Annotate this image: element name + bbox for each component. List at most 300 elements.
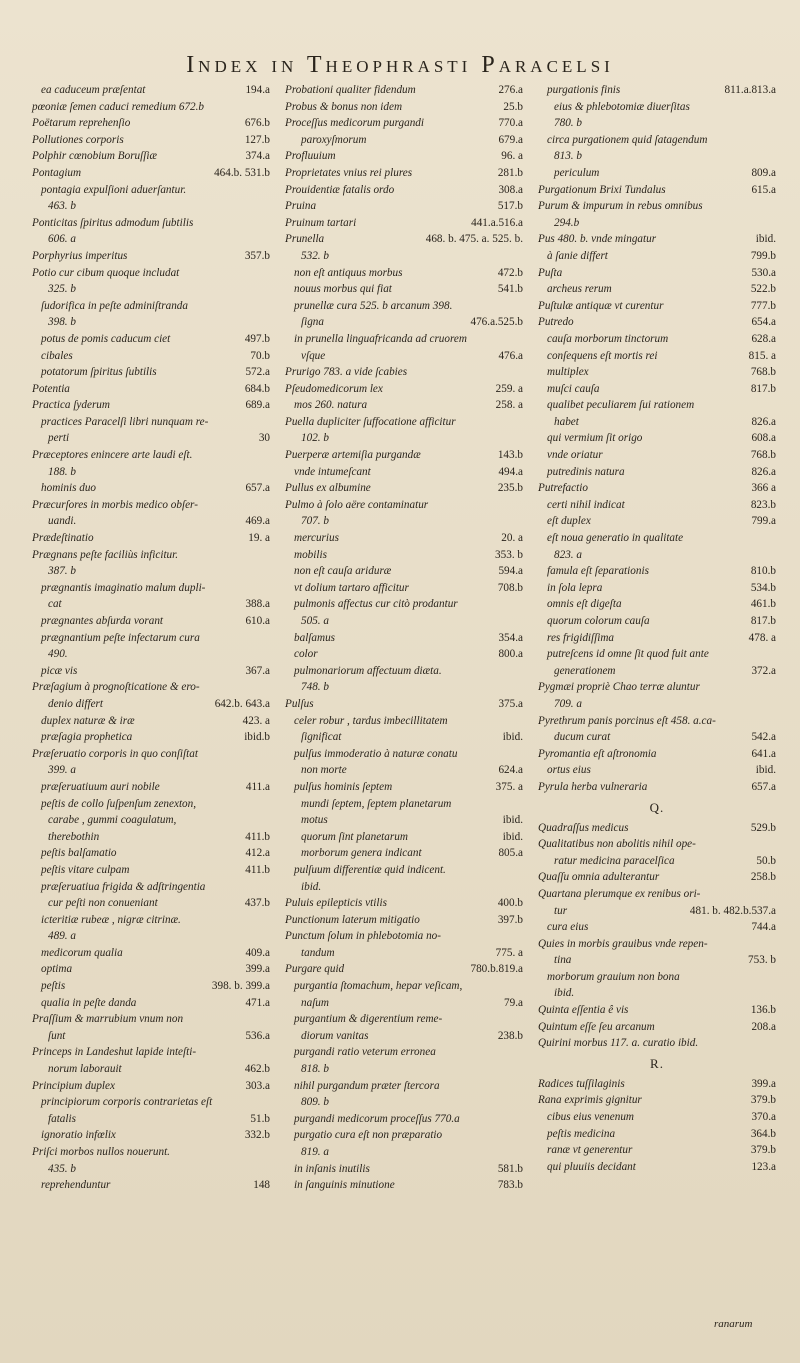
entry-text: Porphyrius imperitus [32,249,128,262]
entry-text: Purum & impurum in rebus omnibus [538,200,703,213]
index-entry [285,99,523,116]
entry-text: motus [301,814,328,827]
entry-text: in inſanis inutilis [294,1162,370,1175]
index-entry [285,978,523,995]
page-ref: 148 [253,1179,270,1192]
index-entry [285,1111,523,1128]
page-ref: 657.a [751,780,776,793]
entry-text: ſignificat [301,731,342,744]
index-entry [32,762,270,779]
entry-text: paroxyſmorum [301,133,367,146]
page-ref: 462.b [244,1063,270,1076]
entry-text: Putrefactio [538,482,588,495]
index-entry [285,1011,523,1028]
page-ref: 276.a [498,84,523,96]
page-ref: 258. a [495,399,523,412]
entry-text: Principium duplex [32,1079,115,1092]
entry-text: qui pluuiis decidant [547,1160,636,1173]
page-ref: 259. a [495,382,523,395]
index-entry [285,1094,523,1111]
page-ref: 366 a [751,482,776,495]
entry-text: tandum [301,946,335,959]
page-ref: 370.a [751,1111,776,1124]
page-ref: 397.b [497,913,523,926]
entry-text: Polphir cœnobium Boruſſiæ [32,150,157,163]
entry-text: peſtis [41,980,66,993]
entry-text: Probationi qualiter fidendum [285,84,416,96]
entry-text: Priſci morbos nullos nouerunt. [32,1146,170,1158]
index-entry [538,414,776,431]
index-entry [285,563,523,580]
page-ref: 127.b [244,133,270,146]
index-entry [538,231,776,248]
page-ref: 534.b [750,581,776,594]
page-ref: 411.a [245,780,270,793]
entry-text: peſtis medicina [547,1127,616,1140]
page-ref: 411.b [245,830,270,843]
index-entry [285,1078,523,1095]
index-entry [285,364,523,381]
entry-text: habet [554,415,579,428]
index-entry [285,132,523,149]
index-entry [285,663,523,680]
page-ref: 194.a [245,84,270,96]
entry-text: denio differt [48,697,103,710]
index-entry [538,936,776,953]
entry-text: pulſuum differentiæ quid indicent. [294,863,446,876]
entry-text: peſtis de collo ſuſpenſum zenexton, [41,797,197,810]
index-entry [538,646,776,663]
entry-text: ſunt [48,1029,66,1042]
page-ref: 679.a [498,133,523,146]
page-ref: 96. a [501,150,523,163]
index-entry [538,265,776,282]
entry-text: icteritiæ rubeæ , nigræ citrinæ. [41,913,181,926]
index-entry [285,397,523,414]
index-entry [538,480,776,497]
entry-text: potus de pomis caducum ciet [41,332,171,345]
index-entry [538,397,776,414]
entry-text: Profluuium [285,150,336,163]
page-ref: 388.a [245,598,270,611]
page-ref: 375. a [495,780,523,793]
page-ref: 238.b [497,1029,523,1042]
entry-text: Quies in morbis grauibus vnde repen- [538,937,708,950]
page-ref: 628.a [751,332,776,345]
entry-text: conſequens eſt mortis rei [547,349,658,362]
entry-text: Quartana plerumque ex renibus ori- [538,887,701,900]
page-ref: 476.a.525.b [470,316,523,329]
entry-text: Pygmæi propriè Chao terræ aluntur [538,681,700,694]
entry-text: purgantia ſtomachum, hepar veſicam, [294,980,463,993]
entry-text: præſeruatiuum auri nobile [41,780,160,793]
page-ref: 303.a [245,1079,270,1092]
entry-text: Practica ſyderum [32,399,110,412]
entry-text: 505. a [301,615,329,627]
entry-text: 387. b [48,565,76,578]
entry-text: Quinta eſſentia ê vis [538,1004,629,1017]
index-entry [32,547,270,564]
entry-text: Puluis epilepticis vtilis [285,897,387,910]
index-entry [285,995,523,1012]
entry-text: Pulſus [285,697,314,710]
index-entry [285,829,523,846]
index-entry [32,679,270,696]
entry-text: in prunella linguafricanda ad cruorem [294,332,467,345]
entry-text: Praſſium & marrubium vnum non [32,1013,184,1026]
index-entry [285,1144,523,1161]
page-ref: 522.b [750,283,776,296]
entry-text: periculum [554,166,600,179]
entry-text: pulmonis affectus cur citò prodantur [294,598,458,611]
index-entry [285,879,523,896]
page-ref: 437.b [244,897,270,910]
index-entry [32,99,270,116]
entry-text: optima [41,963,73,976]
index-entry [32,663,270,680]
index-entry [285,1028,523,1045]
index-entry [538,729,776,746]
index-entry [32,796,270,813]
index-entry [32,912,270,929]
index-entry [538,663,776,680]
page-ref: 826.a [751,415,776,428]
index-entry [32,646,270,663]
page-ref: 412.a [245,847,270,860]
index-entry [538,281,776,298]
entry-text: Radices tuſſilaginis [538,1077,625,1090]
page-ref: 30 [258,432,270,445]
entry-text: Quirini morbus 117. a. curatio ibid. [538,1037,699,1050]
page-ref: ibid.b [244,731,270,744]
index-entry [538,298,776,315]
entry-text: vnde oriatur [547,449,603,462]
page-ref: 464.b. 531.b [214,166,270,179]
page-ref: 379.b [750,1094,776,1107]
page-ref: 372.a [751,664,776,677]
entry-text: Punctionum laterum mitigatio [285,913,420,926]
entry-text: non morte [301,764,347,777]
entry-text: perti [48,432,70,445]
index-entry [538,215,776,232]
index-entry [538,364,776,381]
entry-text: 709. a [554,697,582,710]
index-entry [32,596,270,613]
page-ref: 581.b [497,1162,523,1175]
entry-text: pulmonariorum affectuum diæta. [294,664,442,677]
index-entry [32,281,270,298]
index-entry [32,1078,270,1095]
entry-text: 818. b [301,1063,329,1076]
index-entry [32,480,270,497]
entry-text: 809. b [301,1096,329,1109]
index-entry [538,1019,776,1036]
index-entry [285,430,523,447]
index-entry [538,513,776,530]
entry-text: 813. b [554,150,582,163]
index-entry [285,845,523,862]
entry-text: morborum genera indicant [301,847,422,860]
index-entry [285,381,523,398]
entry-text: fatalis [48,1112,76,1125]
entry-text: res frigidiſſima [547,631,615,644]
index-entry [538,82,776,99]
entry-text: ranæ vt generentur [547,1144,633,1157]
index-entry [32,148,270,165]
page-ref: 610.a [245,615,270,627]
index-entry [538,779,776,796]
entry-text: multiplex [547,366,589,379]
entry-text: in ſola lepra [547,581,603,594]
entry-text: Pullus ex albumine [285,482,371,495]
index-entry [285,198,523,215]
index-entry [32,1061,270,1078]
entry-text: 435. b [48,1162,76,1175]
index-entry [32,1028,270,1045]
index-entry [285,1177,523,1194]
page-ref: 441.a.516.a [471,216,523,229]
index-entry [285,447,523,464]
index-entry [32,298,270,315]
index-entry [32,364,270,381]
entry-text: 399. a [48,764,76,777]
index-entry [32,248,270,265]
index-entry [285,231,523,248]
page-ref: 817.b [750,615,776,627]
index-entry [538,762,776,779]
index-entry [285,215,523,232]
entry-text: morborum grauium non bona [547,970,680,983]
entry-text: in ſanguinis minutione [294,1179,395,1192]
index-entry [32,1161,270,1178]
index-entry [285,630,523,647]
page-ref: 70.b [250,349,270,362]
page-ref: 810.b [750,565,776,578]
entry-text: Præſagium à prognoſticatione & ero- [32,681,200,694]
index-entry [285,464,523,481]
page-ref: 744.a [751,921,776,934]
entry-text: reprehenduntur [41,1179,111,1192]
index-entry [538,746,776,763]
entry-text: qui vermium ſit origo [547,432,643,445]
entry-text: Prædeſtinatio [32,532,94,545]
entry-text: vt dolium tartaro afficitur [294,581,409,594]
page-ref: 399.a [245,963,270,976]
entry-text: famula eſt ſeparationis [547,565,649,578]
page-ref: 471.a [245,996,270,1009]
entry-text: 707. b [301,515,329,528]
entry-text: eſt noua generatio in qualitate [547,532,684,545]
index-entry [538,1035,776,1052]
entry-text: norum laborauit [48,1063,122,1076]
entry-text: 489. a [48,930,76,943]
index-entry [285,165,523,182]
entry-text: circa purgationem quid ſatagendum [547,133,708,146]
entry-text: cibales [41,349,73,362]
entry-text: purgatio cura eſt non præparatio [294,1129,443,1142]
index-entry [538,596,776,613]
entry-text: vnde intumeſcant [294,465,371,478]
entry-text: 463. b [48,200,76,213]
page-ref: 780.b.819.a [470,963,523,976]
page-ref: 517.b [497,200,523,213]
index-entry [32,132,270,149]
entry-text: peſtis balſamatio [41,847,117,860]
entry-text: 102. b [301,432,329,445]
page-ref: 332.b [244,1129,270,1142]
entry-text: cur peſti non conueniant [48,897,158,910]
page-ref: 472.b [497,266,523,279]
entry-text: purgantium & digerentium reme- [294,1013,443,1026]
index-entry [32,1144,270,1161]
entry-text: 819. a [301,1146,329,1158]
entry-text: eius & phlebotomiæ diuerſitas [554,100,690,113]
index-entry [32,115,270,132]
index-entry [32,895,270,912]
page-ref: 409.a [245,946,270,959]
page-ref: 478. a [748,631,776,644]
page-ref: 530.a [751,266,776,279]
entry-text: cibus eius venenum [547,1111,634,1124]
index-entry [538,886,776,903]
entry-text: ea caduceum præſentat [41,84,146,96]
index-entry [285,265,523,282]
page-ref: 815. a [748,349,776,362]
entry-text: prunellæ cura 525. b arcanum 398. [294,299,453,312]
entry-text: archeus rerum [547,283,612,296]
index-entry [285,115,523,132]
page-ref: 642.b. 643.a [214,697,270,710]
entry-text: Princeps in Landeshut lapide inteſti- [32,1046,197,1059]
entry-text: qualibet peculiarem ſui rationem [547,399,695,412]
index-entry [285,796,523,813]
index-entry [538,348,776,365]
page-ref: 374.a [245,150,270,163]
index-entry [285,1127,523,1144]
index-entry [285,862,523,879]
index-entry [538,1092,776,1109]
index-entry [285,281,523,298]
page-ref: 411.b [245,863,270,876]
entry-text: ignoratio infœlix [41,1129,116,1142]
index-entry [32,165,270,182]
page-ref: 399.a [751,1077,776,1090]
entry-text: mobilis [294,548,327,561]
entry-text: naſum [301,996,329,1009]
entry-text: quorum ſint planetarum [301,830,408,843]
index-entry [538,464,776,481]
entry-text: 188. b [48,465,76,478]
index-entry [538,165,776,182]
entry-text: purgationis finis [547,84,621,96]
page-ref: 50.b [756,854,776,867]
index-entry [538,1142,776,1159]
entry-text: ibid. [301,880,322,893]
page-ref: 654.a [751,316,776,329]
entry-text: Proprietates vnius rei plures [285,166,413,179]
index-entry [285,713,523,730]
index-entry [32,231,270,248]
section-letter: Q. [649,799,665,815]
entry-text: à ſanie differt [547,249,608,262]
index-entry [538,836,776,853]
entry-text: Purgationum Brixi Tundalus [538,183,666,196]
index-entry [538,447,776,464]
entry-text: ſudorifica in peſte adminiſtranda [41,299,188,312]
index-entry [538,696,776,713]
entry-text: non eſt antiquus morbus [294,266,403,279]
entry-text: omnis eſt digeſta [547,598,622,611]
page-ref: ibid. [502,830,523,843]
index-entry [538,198,776,215]
index-entry [538,630,776,647]
index-entry [285,248,523,265]
entry-text: ortus eius [547,764,591,777]
page-ref: 123.a [751,1160,776,1173]
entry-text: Puſta [538,266,563,279]
page-ref: 536.a [245,1029,270,1042]
page-ref: 641.a [751,747,776,760]
index-entry [285,314,523,331]
entry-text: 325. b [48,283,76,296]
page-ref: 476.a [498,349,523,362]
index-entry [285,298,523,315]
page-ref: 775. a [495,946,523,959]
entry-text: muſci cauſa [547,382,600,395]
index-entry [285,497,523,514]
entry-text: pontagia expulſioni aduerſantur. [41,183,187,196]
entry-text: putreſcens id omne ſit quod fuit ante [547,648,709,661]
index-entry [285,961,523,978]
index-entry [538,679,776,696]
entry-text: Quadraſſus medicus [538,821,629,834]
index-entry [32,1177,270,1194]
index-entry [538,563,776,580]
entry-text: ratur medicina paracelſica [554,854,675,867]
entry-text: Prurigo 783. a vide ſcabies [285,366,408,379]
page-ref: 367.a [245,664,270,677]
page-ref: 364.b [750,1127,776,1140]
page-ref: 753. b [748,954,776,967]
page-header: Index in Theophrasti Paracelsi [186,52,614,78]
entry-text: non eſt cauſa ariduræ [294,565,392,578]
page-ref: 529.b [750,821,776,834]
page-ref: 708.b [497,581,523,594]
entry-text: cauſa morborum tinctorum [547,332,669,345]
index-entry [285,580,523,597]
index-entry [32,928,270,945]
index-entry [285,729,523,746]
index-entry [285,596,523,613]
page-ref: 208.a [751,1020,776,1033]
entry-text: Pſeudomedicorum lex [285,382,383,395]
index-entry [285,613,523,630]
index-entry [32,414,270,431]
index-entry [32,995,270,1012]
entry-text: Prouidentiæ fatalis ordo [285,183,395,196]
index-entry [538,182,776,199]
index-entry [32,1111,270,1128]
index-entry [538,248,776,265]
entry-text: Pulmo à ſolo aëre contaminatur [285,498,429,511]
entry-text: Puſtulæ antiquæ vt curentur [538,299,664,312]
entry-text: diorum vanitas [301,1029,369,1042]
index-entry [538,853,776,870]
index-entry [538,919,776,936]
index-entry [32,182,270,199]
index-entry [32,713,270,730]
index-entry [32,1044,270,1061]
